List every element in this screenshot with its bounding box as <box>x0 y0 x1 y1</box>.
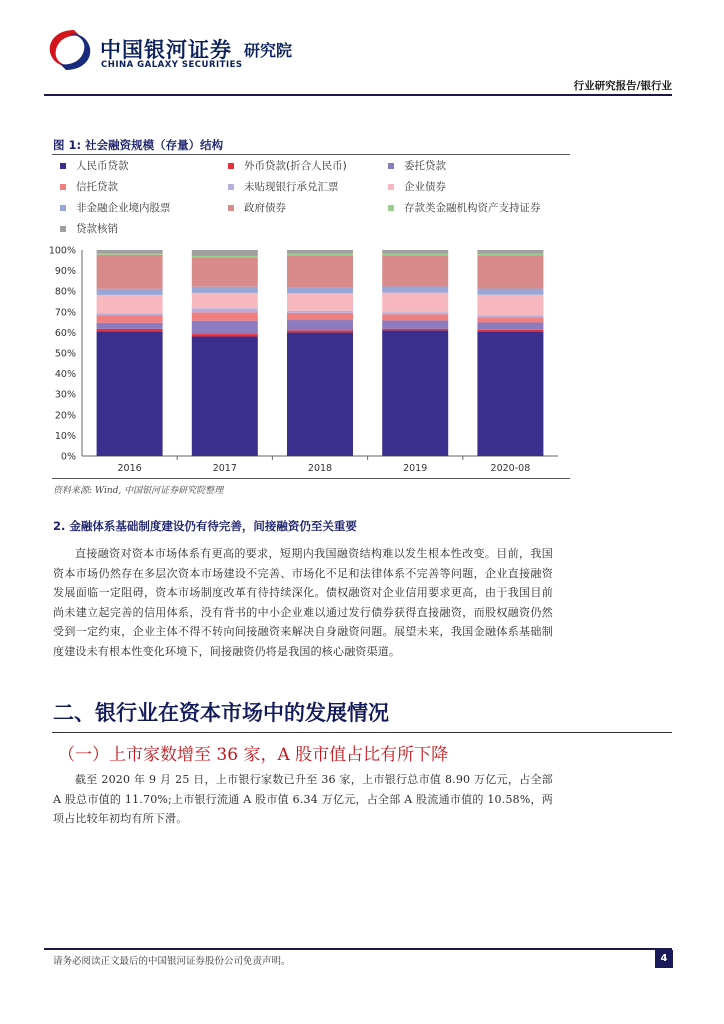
legend-item <box>388 158 446 173</box>
figure-title: 图 1: 社会融资规模（存量）结构 <box>53 138 224 152</box>
bar-segment <box>192 250 258 256</box>
legend-swatch <box>228 205 234 211</box>
bar-segment <box>287 254 353 256</box>
bar-segment <box>382 293 448 313</box>
bar-segment <box>192 287 258 293</box>
bar-segment <box>382 254 448 256</box>
page-number: 4 <box>655 950 673 968</box>
bar-segment <box>192 337 258 456</box>
y-tick-label: 0% <box>60 451 76 463</box>
y-tick-label: 50% <box>54 348 76 360</box>
y-tick-label: 40% <box>54 369 76 381</box>
legend-label: 存款类金融机构资产支持证券 <box>404 202 541 214</box>
bar-segment <box>382 320 448 328</box>
legend-item <box>388 200 541 215</box>
body-paragraph: 直接融资对资本市场体系有更高的要求，短期内我国融资结构难以发生根本性改变。目前，我国资本市场仍然存在多层次资本市场建设不完善、市场化不足和法律体系不完善等问题，企业直接融资发展面临一定阻碍，资本市场制度改革有待持续深化。债权融资对企业信用要求更高，由于我国目前尚未建立起完善的信用体系，没有背书的中小企业难以通过发行债券获得直接融资，而股权融资仍然受到一定约束，企业主体不得不转向间接融资来解决自身融资问题。展望未来，我国金融体系基础制度建设未有根本性变化环境下，间接融资仍将是我国的核心融资渠道。 <box>53 547 553 658</box>
x-tick-label: 2018 <box>307 463 333 474</box>
bar-segment <box>97 329 163 331</box>
legend-swatch <box>228 163 234 169</box>
bar-segment <box>477 315 543 317</box>
bar-segment <box>97 295 163 314</box>
footer-disclaimer: 请务必阅读正文最后的中国银河证券股份公司免责声明。 <box>53 956 291 967</box>
figure-source: 资料来源: Wind, 中国银河证券研究院整理 <box>53 486 224 496</box>
bar-segment <box>97 255 163 289</box>
bar-segment <box>192 321 258 334</box>
bar-segment <box>382 286 448 292</box>
bar-segment <box>382 330 448 456</box>
bar-segment <box>477 330 543 332</box>
header-divider <box>44 94 672 96</box>
bar-segment <box>97 254 163 255</box>
legend-label: 外币贷款(折合人民币) <box>244 160 347 172</box>
bar-segment <box>192 312 258 320</box>
bar-segment <box>382 255 448 286</box>
bar-segment <box>477 323 543 330</box>
bar-segment <box>192 293 258 308</box>
bar-segment <box>97 250 163 254</box>
bar-segment <box>382 314 448 320</box>
bar-segment <box>192 308 258 312</box>
legend-label: 贷款核销 <box>76 223 118 235</box>
y-tick-label: 60% <box>54 327 76 339</box>
bar-segment <box>287 255 353 287</box>
bar-segment <box>287 313 353 320</box>
bar-segment <box>287 320 353 330</box>
legend-swatch <box>388 205 394 211</box>
bar-segment <box>287 250 353 254</box>
logo-text-en: CHINA GALAXY SECURITIES <box>101 60 243 70</box>
figure-bottom-rule <box>52 478 570 479</box>
x-tick-label: 2020-08 <box>490 463 531 474</box>
subsection-title: （一）上市家数增至 36 家，A 股市值占比有所下降 <box>58 745 449 765</box>
bar-segment <box>382 329 448 331</box>
y-tick-label: 80% <box>54 286 76 298</box>
logo-text-cn: 中国银河证券 <box>100 38 232 62</box>
legend-item <box>60 221 118 236</box>
bar-segment <box>192 256 258 257</box>
legend-label: 人民币贷款 <box>76 160 129 172</box>
bar-segment <box>287 287 353 293</box>
legend-label: 企业债券 <box>404 181 446 193</box>
figure-top-rule <box>52 154 570 155</box>
chart-legend <box>60 158 570 240</box>
legend-swatch <box>60 184 66 190</box>
y-tick-label: 70% <box>54 307 76 319</box>
legend-label: 委托贷款 <box>404 160 446 172</box>
legend-swatch <box>60 205 66 211</box>
bar-segment <box>477 331 543 456</box>
legend-label: 政府债券 <box>244 202 286 214</box>
stacked-bar-chart <box>46 240 570 476</box>
x-tick-label: 2019 <box>403 463 428 474</box>
legend-item <box>228 200 286 215</box>
bar-segment <box>97 323 163 329</box>
legend-swatch <box>388 184 394 190</box>
x-tick-label: 2016 <box>117 463 142 474</box>
chapter-title: 二、银行业在资本市场中的发展情况 <box>53 701 389 725</box>
y-tick-label: 30% <box>54 389 76 401</box>
report-type-label: 行业研究报告/银行业 <box>573 80 672 92</box>
legend-label: 信托贷款 <box>76 181 118 193</box>
body-paragraph: 截至 2020 年 9 月 25 日，上市银行家数已升至 36 家，上市银行总市值 8.90 万亿元，占全部 A 股总市值的 11.70%;上市银行流通 A 股市值 6.34 万亿元，占全部 A 股流通市值的 10.58%，两项占比较年初均有所下滑。 <box>53 773 553 826</box>
bar-segment <box>477 255 543 288</box>
bar-segment <box>477 254 543 256</box>
y-tick-label: 10% <box>54 430 76 442</box>
legend-swatch <box>388 163 394 169</box>
bar-segment <box>192 257 258 286</box>
logo-text-institute: 研究院 <box>244 41 293 60</box>
y-tick-label: 100% <box>48 245 76 257</box>
galaxy-logo-icon <box>44 26 96 74</box>
legend-item <box>60 179 118 194</box>
bar-segment <box>477 295 543 316</box>
chapter-divider <box>52 732 672 733</box>
legend-swatch <box>60 226 66 232</box>
bar-segment <box>97 316 163 323</box>
bar-segment <box>477 317 543 322</box>
legend-item <box>60 158 129 173</box>
bar-segment <box>192 334 258 336</box>
bar-segment <box>287 332 353 456</box>
bar-segment <box>97 289 163 295</box>
bar-segment <box>287 330 353 332</box>
legend-label: 未贴现银行承兑汇票 <box>244 181 339 193</box>
bar-segment <box>287 311 353 313</box>
section-heading: 2. 金融体系基础制度建设仍有待完善，间接融资仍至关重要 <box>53 519 357 533</box>
legend-swatch <box>228 184 234 190</box>
footer-divider <box>44 948 672 950</box>
company-logo <box>44 26 324 74</box>
legend-item <box>60 200 171 215</box>
legend-item <box>388 179 446 194</box>
bar-segment <box>382 312 448 314</box>
legend-label: 非金融企业境内股票 <box>76 202 171 214</box>
bar-segment <box>97 313 163 315</box>
y-tick-label: 90% <box>54 266 76 278</box>
x-tick-label: 2017 <box>212 463 237 474</box>
bar-segment <box>287 293 353 311</box>
bar-segment <box>477 250 543 254</box>
legend-swatch <box>60 163 66 169</box>
legend-item <box>228 158 347 173</box>
y-tick-label: 20% <box>54 410 76 422</box>
bar-segment <box>97 331 163 456</box>
bar-segment <box>382 250 448 254</box>
bar-segment <box>477 289 543 295</box>
legend-item <box>228 179 339 194</box>
